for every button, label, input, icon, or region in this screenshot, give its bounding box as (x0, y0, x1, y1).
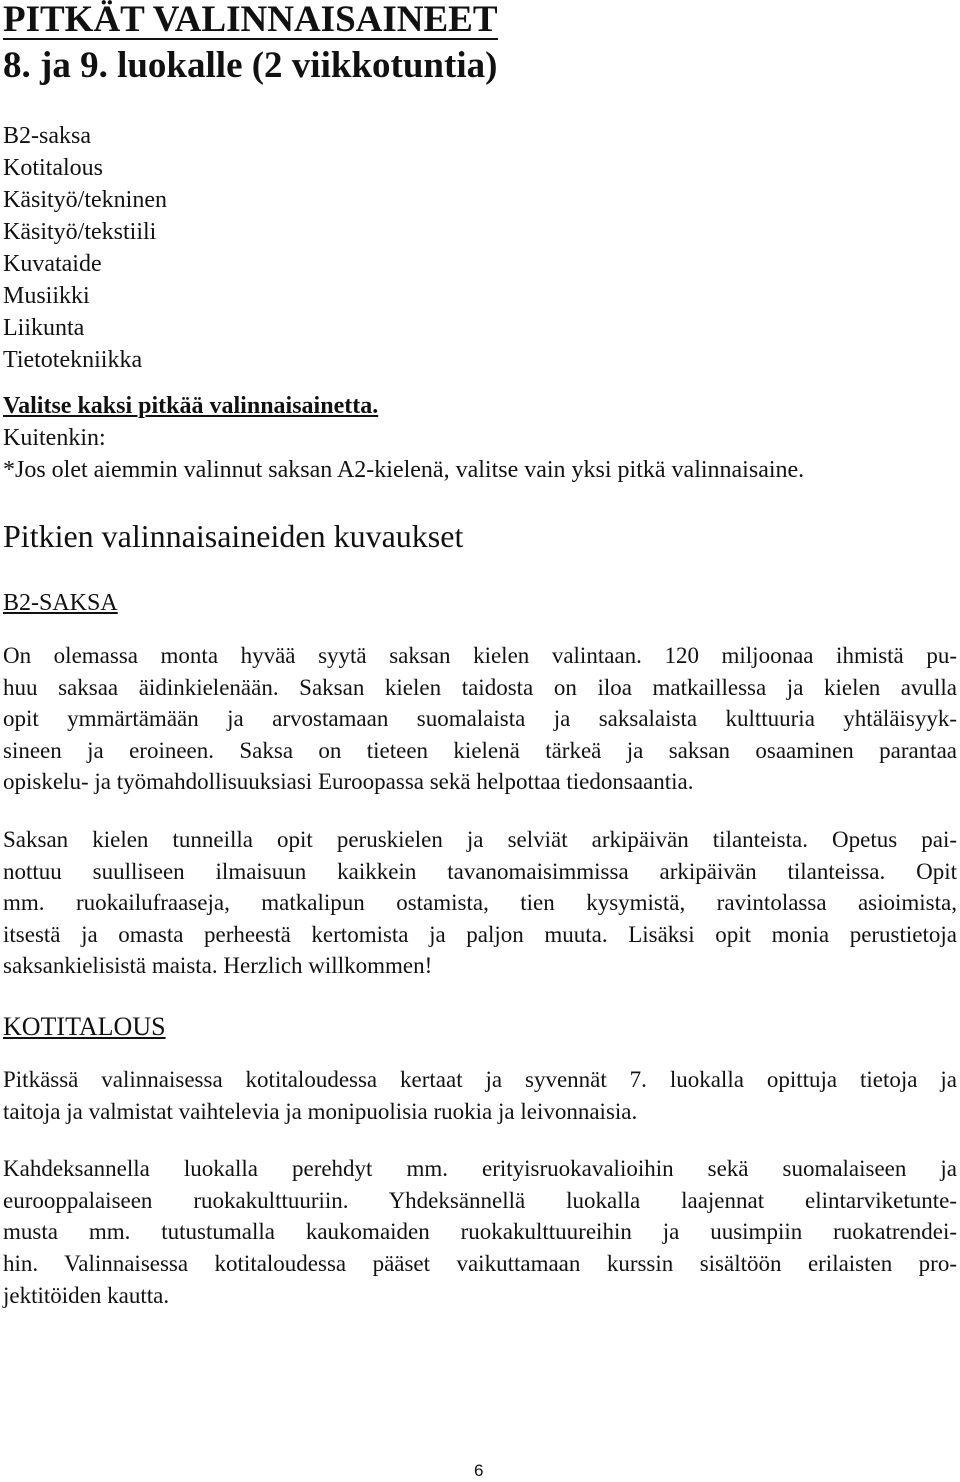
text-line: opit ymmärtämään ja arvostamaan suomalaista ja saksalaista kulttuuria yhtäläisyyk- (3, 706, 957, 732)
subject-list (3, 120, 957, 376)
page-title (3, 0, 957, 84)
text-line: nottuu suulliseen ilmaisuun kaikkein tavanomaisimmissa arkipäivän tilanteissa. Opit (3, 858, 957, 884)
descriptions-heading: Pitkien valinnaisaineiden kuvaukset (3, 518, 464, 554)
subject-item: Kuvataide (3, 251, 102, 277)
subject-item: Kotitalous (3, 155, 103, 181)
title-line-1: PITKÄT VALINNAISAINEET (3, 0, 498, 40)
a2-note: *Jos olet aiemmin valinnut saksan A2-kielenä, valitse vain yksi pitkä valinnaisaine. (3, 457, 805, 483)
text-line: Pitkässä valinnaisessa kotitaloudessa kertaat ja syvennät 7. luokalla opittuja tietoja ja (3, 1066, 957, 1092)
text-line: Saksan kielen tunneilla opit peruskielen ja selviät arkipäivän tilanteista. Opetus pai- (3, 826, 957, 852)
document-page (3, 0, 957, 1311)
instructions (3, 390, 957, 486)
subject-item: Musiikki (3, 283, 90, 309)
subject-item: B2-saksa (3, 123, 91, 149)
text-line: taitoja ja valmistat vaihtelevia ja monipuolisia ruokia ja leivonnaisia. (3, 1098, 638, 1124)
choose-instruction: Valitse kaksi pitkää valinnaisainetta. (3, 393, 379, 419)
text-line: jektitöiden kautta. (3, 1282, 170, 1308)
text-line: hin. Valinnaisessa kotitaloudessa pääset vaikuttamaan kurssin sisältöön erilaisten pro- (3, 1250, 957, 1276)
section-heading-b2-saksa: B2-SAKSA (3, 590, 118, 616)
text-line: sineen ja eroineen. Saksa on tieteen kielenä tärkeä ja saksan osaaminen parantaa (3, 737, 957, 763)
text-line: itsestä ja omasta perheestä kertomista ja paljon muuta. Lisäksi opit monia perustietoja (3, 921, 957, 947)
however-label: Kuitenkin: (3, 425, 106, 451)
text-line: On olemassa monta hyvää syytä saksan kielen valintaan. 120 miljoonaa ihmistä pu- (3, 643, 957, 668)
kotitalous-paragraph-1 (3, 1064, 957, 1127)
title-line-2: 8. ja 9. luokalle (2 viikkotuntia) (3, 45, 498, 86)
text-line: mm. ruokailufraaseja, matkalipun ostamista, tien kysymistä, ravintolassa asioimista, (3, 890, 957, 916)
text-line: opiskelu- ja työmahdollisuuksiasi Euroopassa sekä helpottaa tiedonsaantia. (3, 769, 694, 795)
b2-saksa-paragraph-1 (3, 640, 957, 798)
section-heading-kotitalous: KOTITALOUS (3, 1011, 166, 1041)
text-line: eurooppalaiseen ruokakulttuuriin. Yhdeksännellä luokalla laajennat elintarviketunte- (3, 1187, 957, 1213)
b2-saksa-paragraph-2 (3, 824, 957, 982)
subject-item: Liikunta (3, 315, 85, 341)
subject-item: Käsityö/tekninen (3, 187, 167, 213)
subject-item: Tietotekniikka (3, 347, 143, 373)
text-line: Kahdeksannella luokalla perehdyt mm. erityisruokavalioihin sekä suomalaiseen ja (3, 1156, 957, 1182)
text-line: huu saksaa äidinkielenään. Saksan kielen taidosta on iloa matkaillessa ja kielen avulla (3, 674, 957, 700)
page-number: 6 (474, 1461, 484, 1480)
kotitalous-paragraph-2 (3, 1153, 957, 1311)
text-line: saksankielisistä maista. Herzlich willkommen! (3, 953, 433, 979)
subject-item: Käsityö/tekstiili (3, 219, 157, 245)
text-line: musta mm. tutustumalla kaukomaiden ruokakulttuureihin ja uusimpiin ruokatrendei- (3, 1219, 957, 1245)
